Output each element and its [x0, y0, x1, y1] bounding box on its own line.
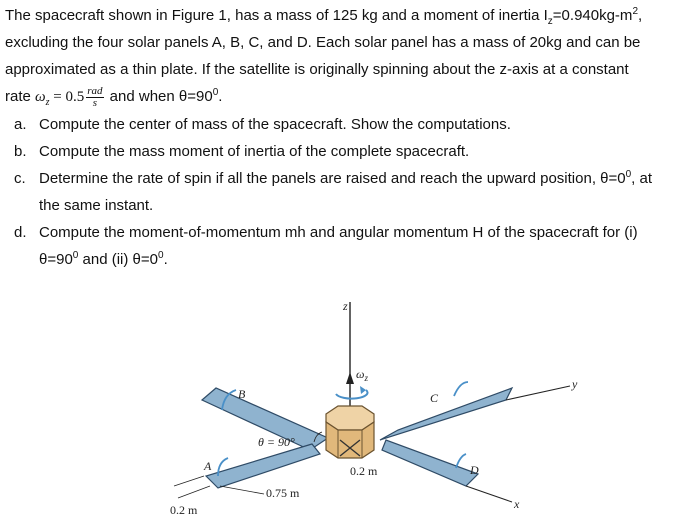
- omega-arrowhead: [360, 386, 366, 394]
- z-axis-label: z: [343, 299, 348, 313]
- item-marker: c.: [14, 170, 26, 187]
- x-axis-label: x: [514, 497, 520, 511]
- dim-body-label: 0.2 m: [350, 464, 378, 478]
- dim-panel-width-label: 0.2 m: [170, 503, 198, 517]
- omega-symbol: ω: [35, 89, 46, 105]
- question-item-a: [5, 111, 689, 138]
- theta-label: θ = 90°: [258, 435, 295, 449]
- panel-d-rotation-arrow: [456, 454, 466, 468]
- panel-c: [380, 388, 512, 440]
- spacecraft-diagram: [160, 290, 700, 529]
- spacecraft-figure: [160, 290, 700, 529]
- question-list: [5, 111, 695, 273]
- y-axis-line: [506, 386, 570, 400]
- question-item-b: [5, 138, 689, 165]
- item-text: Compute the moment-of-momentum mh and angular momentum H of the spacecraft for (i): [39, 224, 638, 241]
- item-text: Compute the mass moment of inertia of the complete spacecraft.: [39, 143, 470, 160]
- z-axis-arrowhead: [346, 372, 354, 384]
- intro-line-2: excluding the four solar panels A, B, C, and D. Each solar panel has a mass of 20kg and can be: [5, 34, 641, 51]
- item-marker: b.: [14, 143, 27, 160]
- dim-panel-width-line-1: [174, 476, 204, 486]
- intro-paragraph: [5, 0, 695, 111]
- panel-a: [206, 444, 320, 488]
- question-item-d: [5, 219, 689, 273]
- item-text-line2: the same instant.: [39, 197, 154, 214]
- panel-d-label: D: [470, 463, 479, 477]
- intro-line-1: The spacecraft shown in Figure 1, has a mass of 125 kg and a moment of inertia $I_z=0.940kg-m^2$,: [5, 6, 643, 27]
- item-marker: d.: [14, 224, 27, 241]
- panel-b-label: B: [238, 387, 246, 401]
- panel-c-rotation-arrow: [454, 382, 468, 396]
- item-text-line2: $\theta=90^0$ and (ii) $\theta=0^0$.: [39, 250, 168, 268]
- dim-panel-length-line: [220, 486, 264, 494]
- intro-line-4: rate $\omega_z = 0.5$ $\frac{\text{rad}}{s}$ and when $\theta=90^0$.: [5, 84, 223, 109]
- problem-statement: [5, 0, 695, 273]
- panel-d: [382, 440, 478, 486]
- question-item-c: [5, 165, 689, 219]
- y-axis-label: y: [572, 377, 578, 391]
- panel-c-label: C: [430, 391, 439, 405]
- dim-panel-length-label: 0.75 m: [266, 486, 300, 500]
- item-text: Determine the rate of spin if all the panels are raised and reach the upward position, $\theta=0^0$, at: [39, 169, 653, 187]
- x-axis-line: [466, 486, 512, 502]
- dim-panel-width-line-2: [178, 486, 210, 498]
- panel-a-label: A: [204, 459, 212, 473]
- item-marker: a.: [14, 116, 27, 133]
- item-text: Compute the center of mass of the spacecraft. Show the computations.: [39, 116, 511, 133]
- intro-line-3: approximated as a thin plate. If the satellite is originally spinning about the z-axis at a constant: [5, 61, 629, 78]
- omega-label: $\omega_z$: [356, 367, 368, 383]
- rate-fraction: $\frac{\text{rad}}{s}$: [87, 84, 103, 109]
